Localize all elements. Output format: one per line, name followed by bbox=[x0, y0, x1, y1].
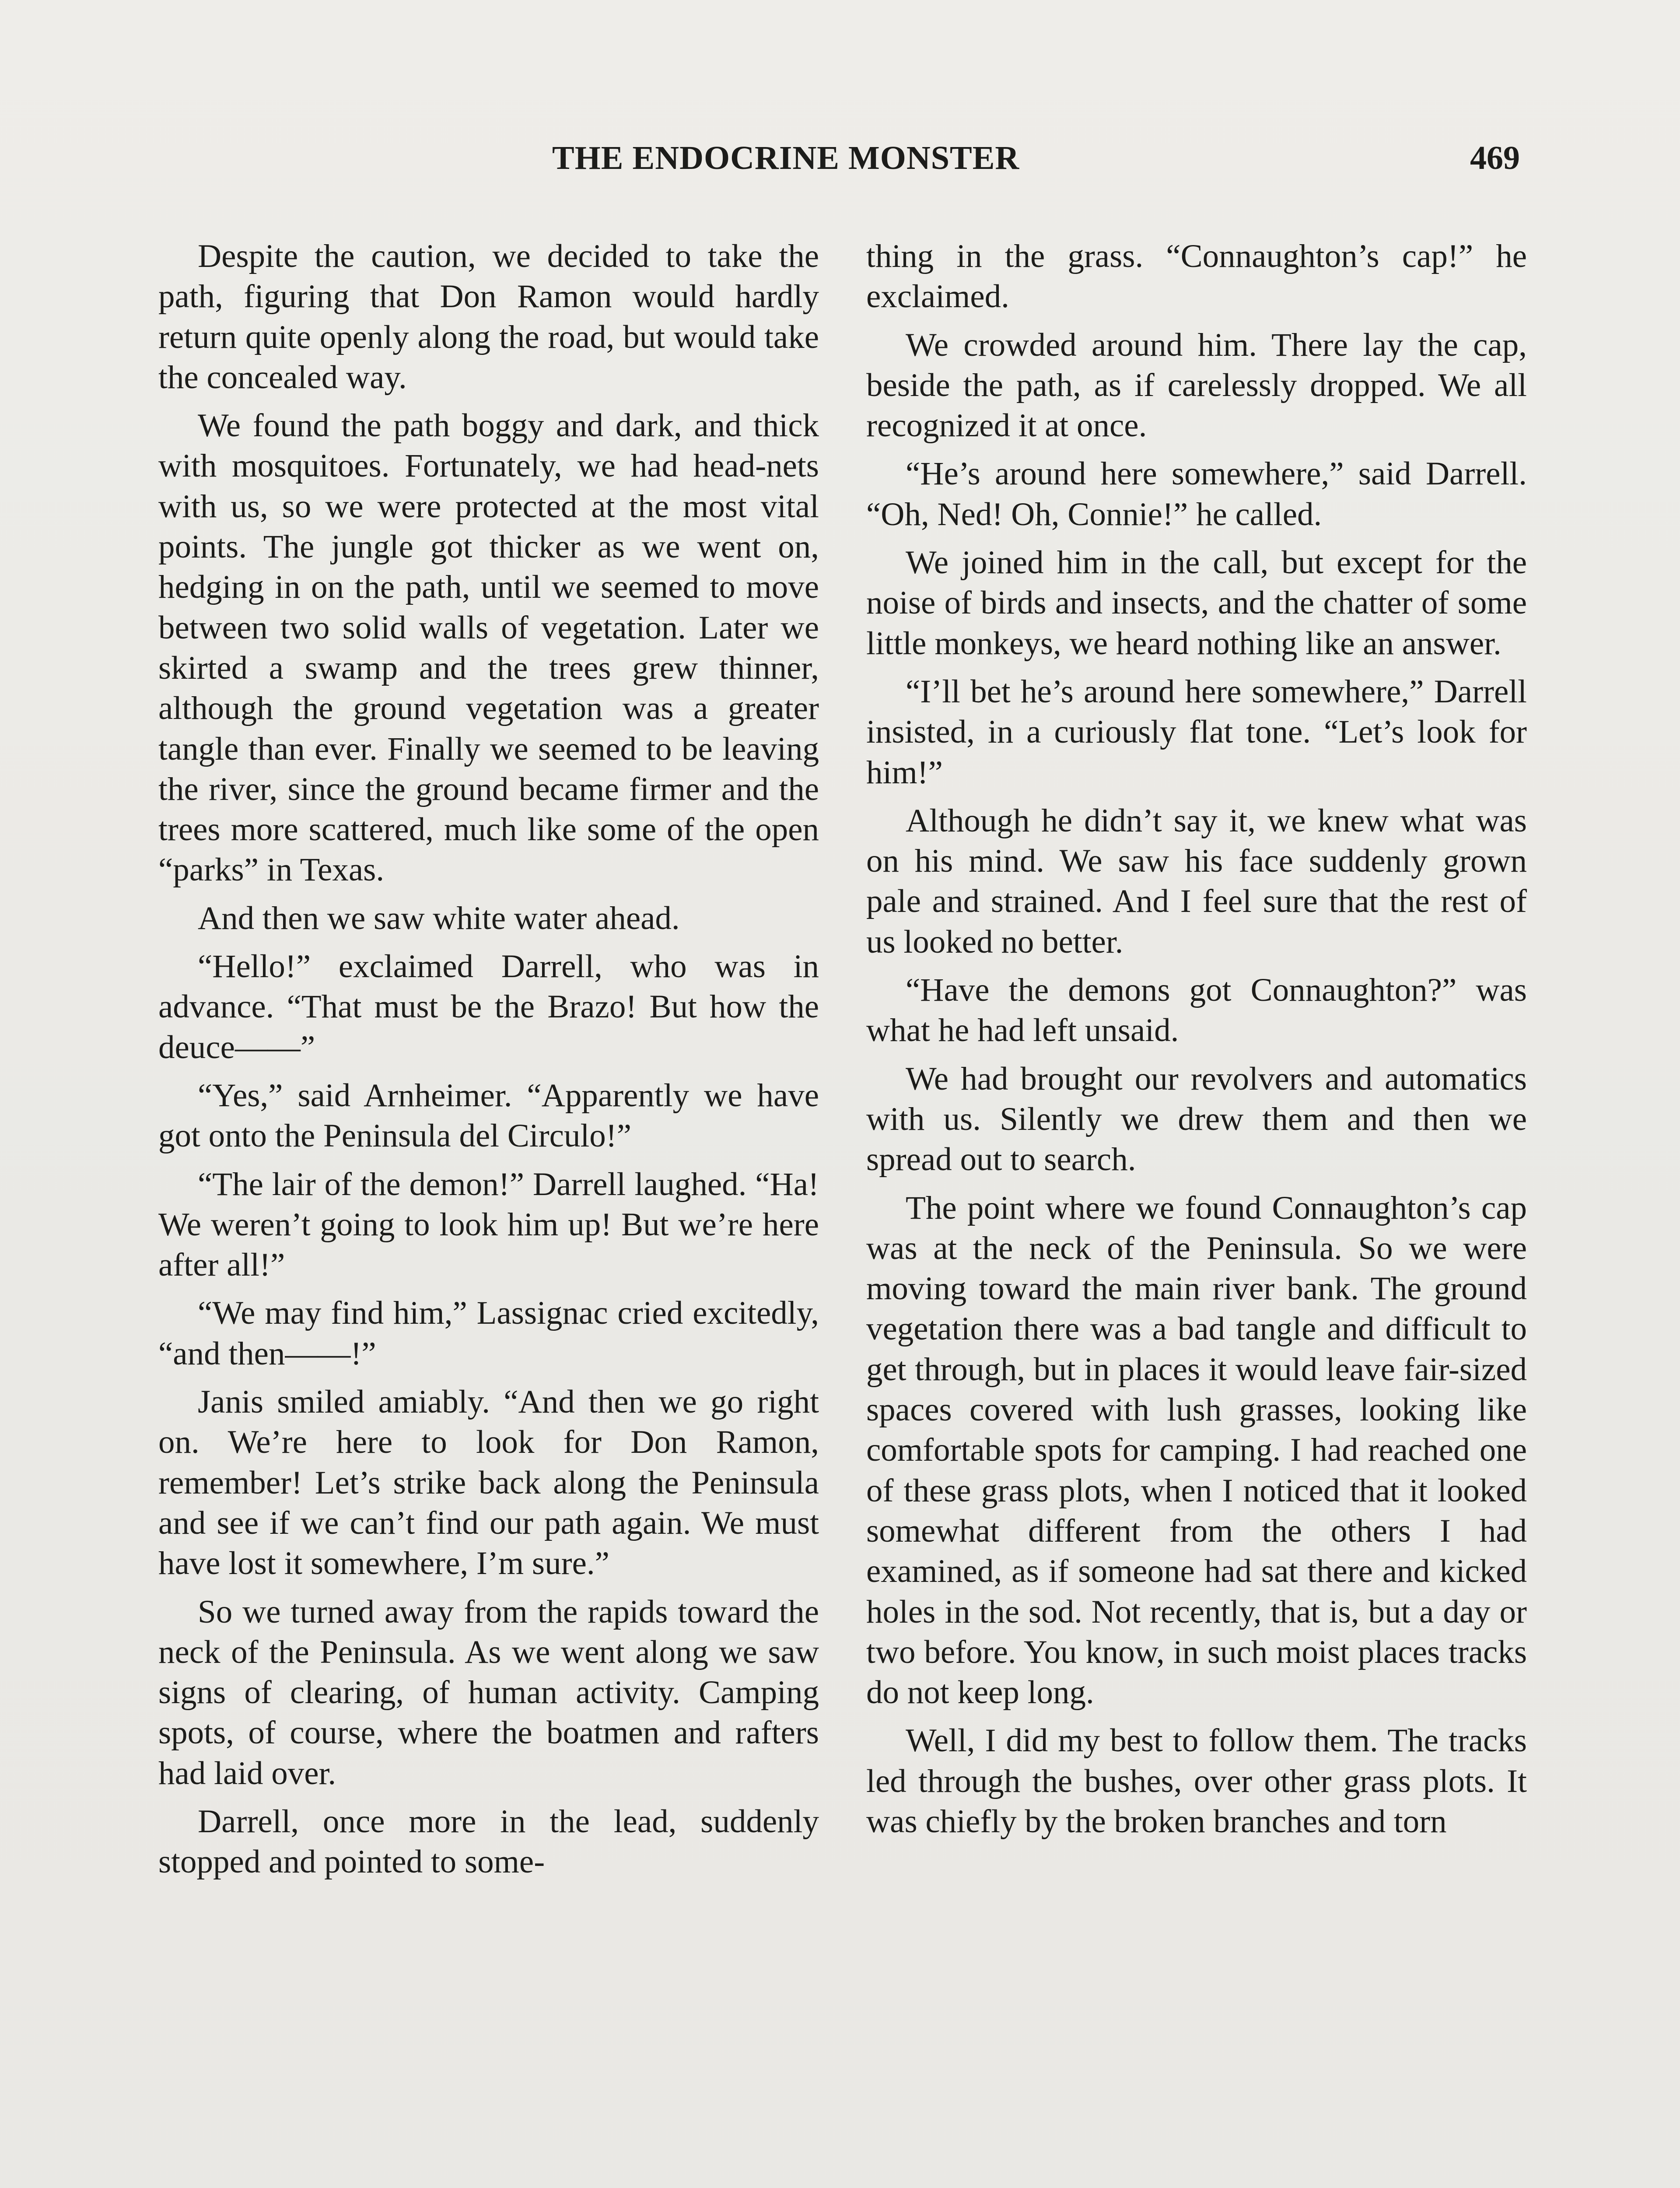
paragraph: Darrell, once more in the lead, suddenly stopped and pointed to some- bbox=[158, 1803, 819, 1880]
paragraph: We crowded around him. There lay the cap, beside the path, as if carelessly dropped. We all recognized it at once. bbox=[866, 326, 1527, 444]
paragraph: Although he didn’t say it, we knew what was on his mind. We saw his face suddenly grown pale and strained. And I feel sure that the rest of us looked no better. bbox=[866, 802, 1527, 960]
paragraph: “Hello!” exclaimed Darrell, who was in advance. “That must be the Brazo! But how the deuce——” bbox=[158, 948, 819, 1066]
paragraph: We had brought our revolvers and automatics with us. Silently we drew them and then we spread out to search. bbox=[866, 1060, 1527, 1178]
paragraph: We joined him in the call, but except for the noise of birds and insects, and the chatter of some little monkeys, we heard nothing like an answer. bbox=[866, 544, 1527, 662]
right-column bbox=[866, 236, 1527, 1850]
paragraph: “He’s around here somewhere,” said Darrell. “Oh, Ned! Oh, Connie!” he called. bbox=[866, 456, 1527, 533]
paragraph: “Have the demons got Connaughton?” was what he had left unsaid. bbox=[866, 972, 1527, 1049]
paragraph: “We may find him,” Lassignac cried excitedly, “and then——!” bbox=[158, 1295, 819, 1372]
paragraph: And then we saw white water ahead. bbox=[198, 900, 680, 936]
left-column bbox=[158, 236, 819, 1890]
page-number: 469 bbox=[1470, 140, 1520, 176]
paragraph: The point where we found Connaughton’s cap was at the neck of the Peninsula. So we were moving toward the main river bank. The ground vegetation there was a bad tangle and difficult to get through, but in places it would leave fair-sized spaces covered with lush grasses, looking like comfortable spots for camping. I had reached one of these grass plots, when I noticed that it looked somewhat different from the others I had examined, as if someone had sat there and kicked holes in the sod. Not recently, that is, but a day or two before. You know, in such moist places tracks do not keep long. bbox=[866, 1189, 1527, 1711]
paragraph: Well, I did my best to follow them. The tracks led through the bushes, over other grass plots. It was chiefly by the broken branches and torn bbox=[866, 1722, 1527, 1840]
paragraph: “I’ll bet he’s around here somewhere,” Darrell insisted, in a curiously flat tone. “Let’s look for him!” bbox=[866, 673, 1527, 791]
paragraph: So we turned away from the rapids toward the neck of the Peninsula. As we went along we saw signs of clearing, of human activity. Camping spots, of course, where the boatmen and rafters had laid over. bbox=[158, 1593, 819, 1792]
paragraph: Despite the caution, we decided to take the path, figuring that Don Ramon would hardly return quite openly along the road, but would take the concealed way. bbox=[158, 238, 819, 396]
paragraph: Janis smiled amiably. “And then we go right on. We’re here to look for Don Ramon, remember! Let’s strike back along the Peninsula and see if we can’t find our path again. We must have lost it somewhere, I’m sure.” bbox=[158, 1384, 819, 1582]
paragraph: thing in the grass. “Connaughton’s cap!” he exclaimed. bbox=[866, 238, 1527, 315]
running-title: THE ENDOCRINE MONSTER bbox=[552, 140, 1020, 176]
paragraph: We found the path boggy and dark, and thick with mosquitoes. Fortunately, we had head-nets with us, so we were protected at the most vital points. The jungle got thicker as we went on, hedging in on the path, until we seemed to move between two solid walls of vegetation. Later we skirted a swamp and the trees grew thinner, although the ground vegetation was a greater tangle than ever. Finally we seemed to be leaving the river, since the ground became firmer and the trees more scattered, much like some of the open “parks” in Texas. bbox=[158, 407, 819, 888]
paragraph: “The lair of the demon!” Darrell laughed. “Ha! We weren’t going to look him up! But we’re here after all!” bbox=[158, 1166, 819, 1283]
paragraph: “Yes,” said Arnheimer. “Apparently we have got onto the Peninsula del Circulo!” bbox=[158, 1077, 819, 1154]
